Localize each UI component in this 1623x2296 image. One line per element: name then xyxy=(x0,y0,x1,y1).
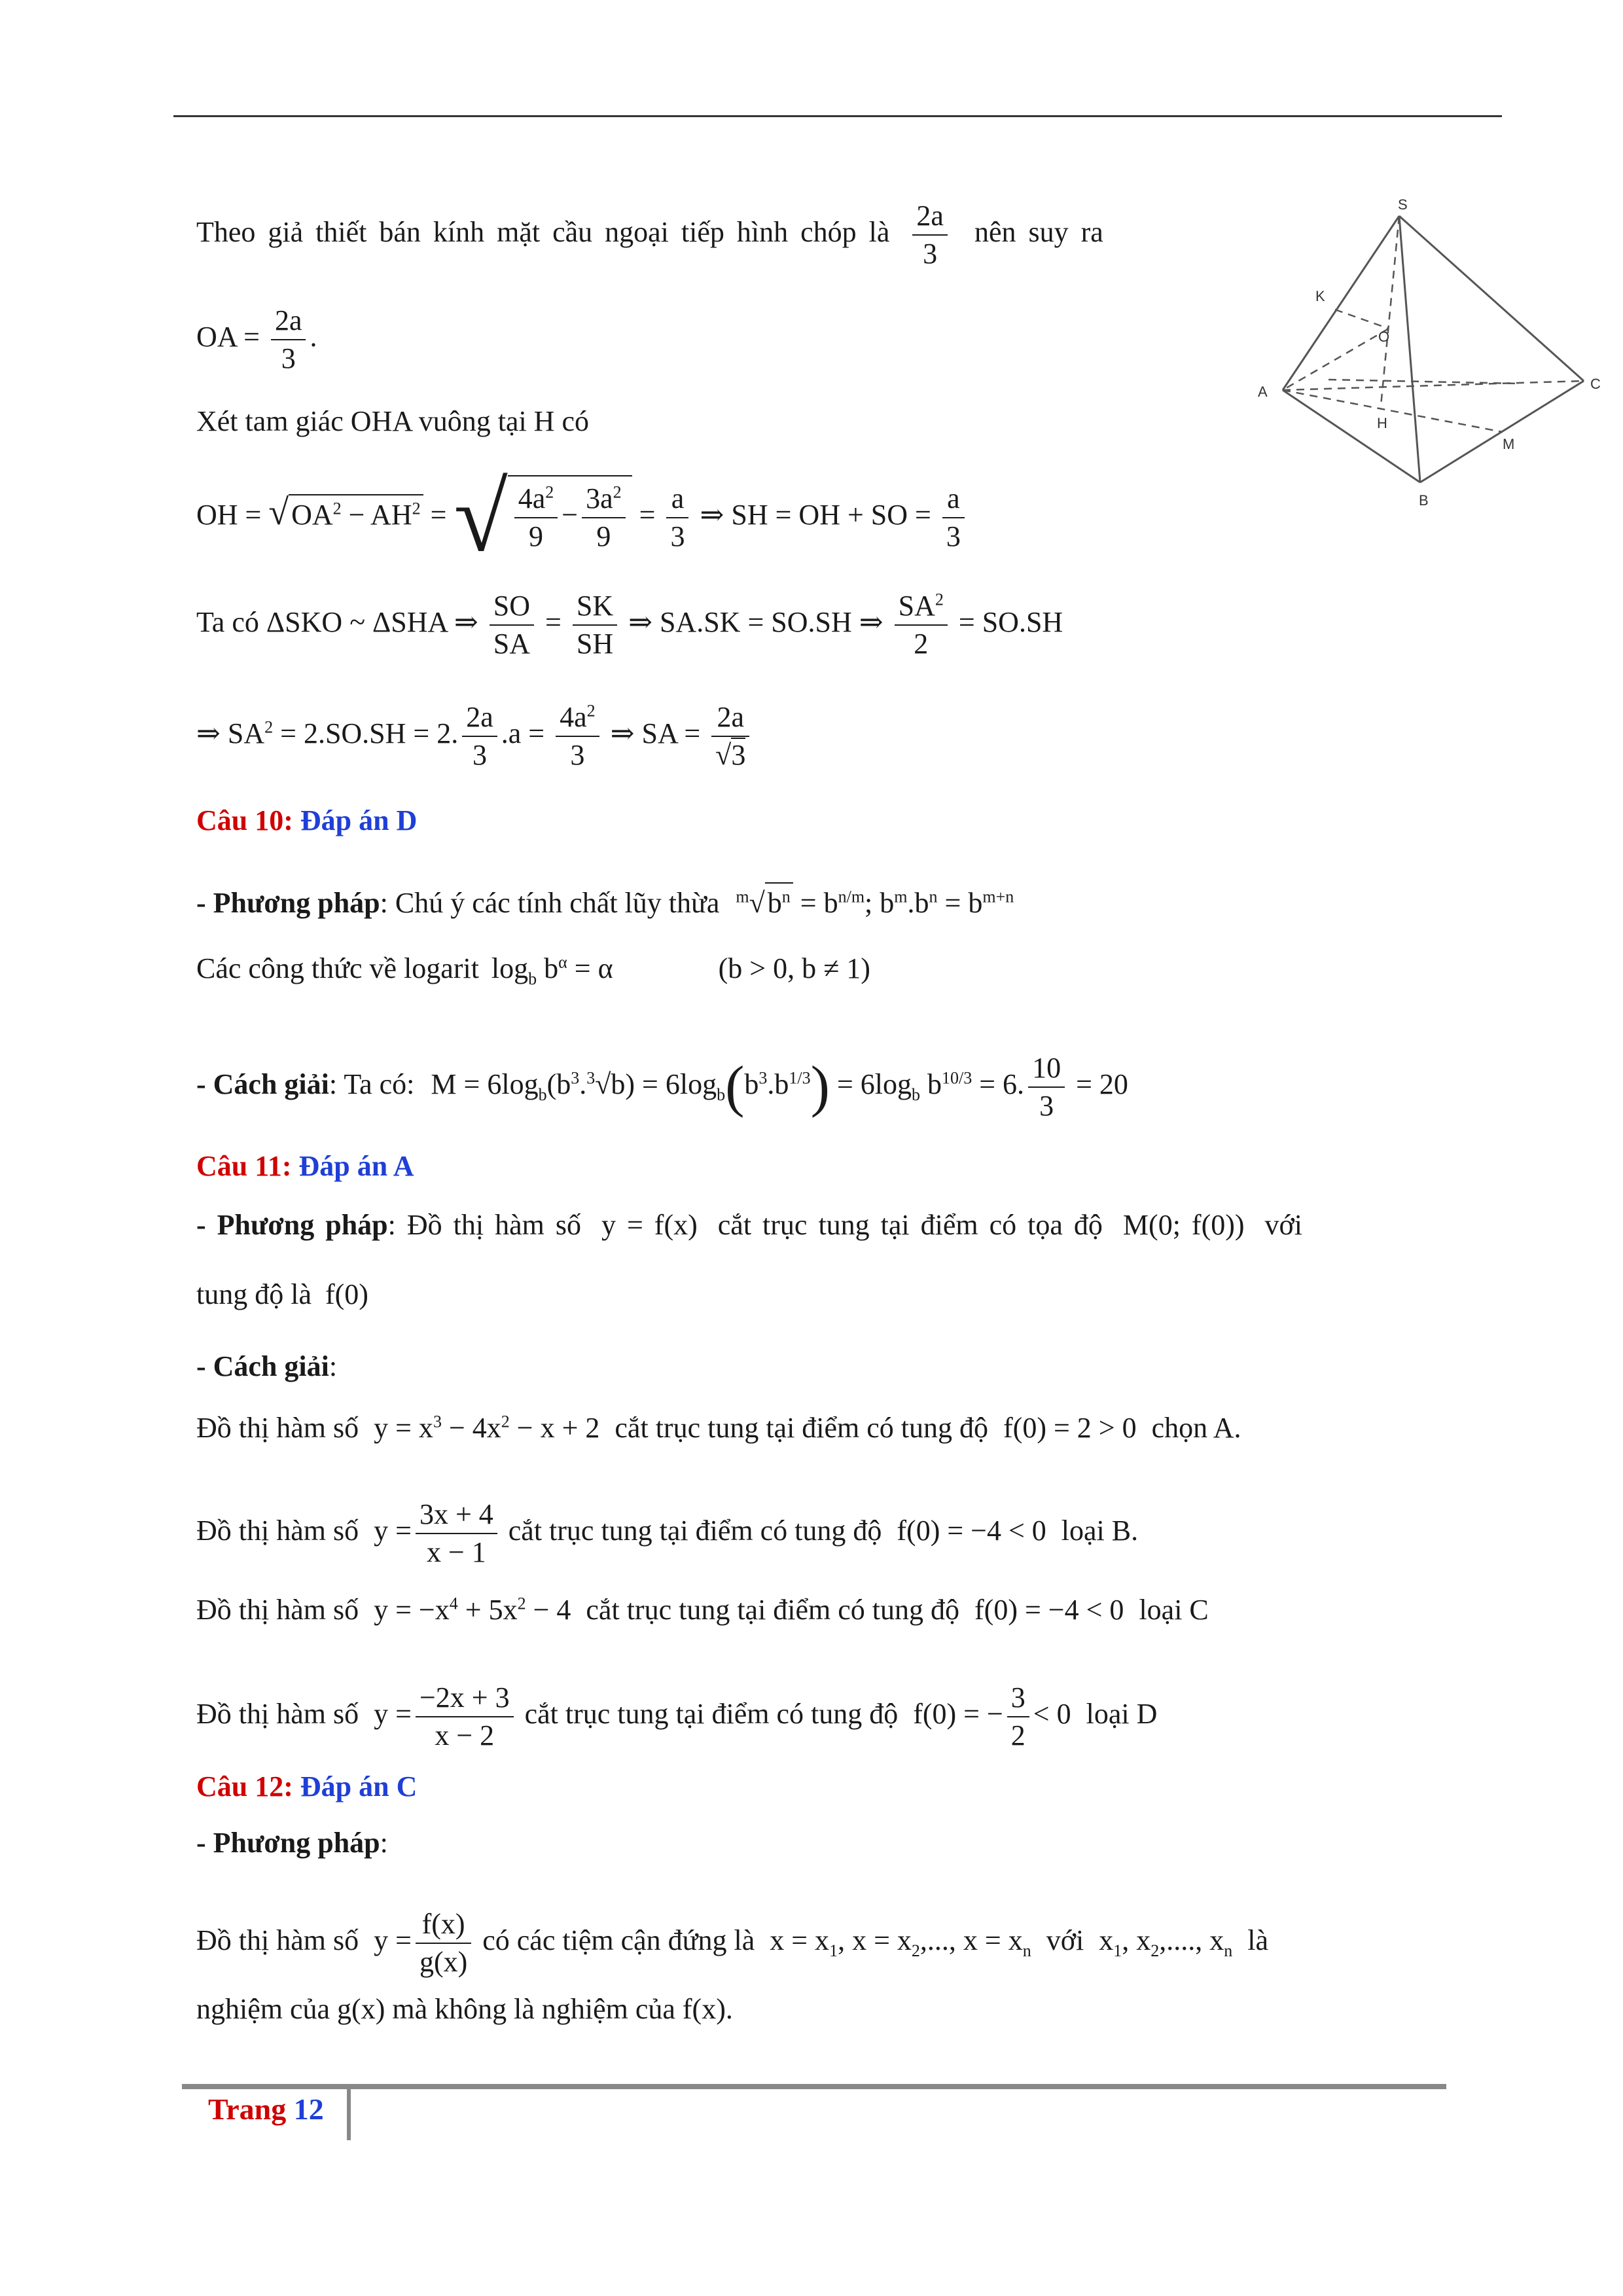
intro-line-oa: OA = $\frac{2a}{3}$ . xyxy=(196,302,317,377)
q11-heading: Câu 11: Đáp án A xyxy=(196,1150,414,1182)
fig-label-b: B xyxy=(1419,492,1429,509)
intro-line-1: Theo giả thiết bán kính mặt cầu ngoại tiếp hình chóp là $\frac{2a}{3}$ nên suy ra xyxy=(196,198,1103,272)
footer-rule xyxy=(182,2084,1446,2089)
q11-option-c: Đồ thị hàm số $y = -x^4 + 5x^2 - 4$ cắt trục tung tại điểm có tung độ f(0) = −4 < 0 loại C xyxy=(196,1594,1209,1626)
q11-option-a: Đồ thị hàm số $y = x^3 - 4x^2 - x + 2$ cắt trục tung tại điểm có tung độ f(0) = 2 > 0 chọn A. xyxy=(196,1412,1241,1444)
pyramid-figure xyxy=(1243,190,1610,511)
fig-label-c: C xyxy=(1590,376,1601,392)
q12-heading: Câu 12: Đáp án C xyxy=(196,1770,418,1803)
q11-option-d: Đồ thị hàm số y = $\frac{-2x + 3}{x - 2}$ cắt trục tung tại điểm có tung độ f(0) = − $\frac{3}{2}$ < 0 loại D xyxy=(196,1679,1157,1754)
q10-method: - Phương pháp: Chú ý các tính chất lũy thừa $^m√b^n = b^{n/m}$; $b^m.b^n = b^{m+n}$ xyxy=(196,882,1014,923)
page-number: Trang 12 xyxy=(208,2092,324,2126)
fig-label-k: K xyxy=(1315,288,1325,304)
fig-label-s: S xyxy=(1398,196,1408,213)
footer-separator xyxy=(347,2088,351,2140)
fig-label-o: O xyxy=(1378,329,1390,345)
q11-option-b: Đồ thị hàm số y = $\frac{3x + 4}{x - 1}$ cắt trục tung tại điểm có tung độ f(0) = −4 < 0 loại B. xyxy=(196,1496,1138,1571)
q12-method-label: - Phương pháp: xyxy=(196,1827,388,1859)
intro-line-similar: Ta có ΔSKO ~ ΔSHA ⇒ $\frac{SO}{SA}$ = $\frac{SK}{SH}$ ⇒ SA.SK = SO.SH ⇒ $\frac{SA^2}{2}$ = SO.SH xyxy=(196,588,1063,662)
intro-line-oh: OH = $√OA^2 - AH^2$ = √ $\frac{4a^2}{9}$ − $\frac{3a^2}{9}$ = $\frac{a}{3}$ ⇒ SH = OH + SO = $\frac{a}{3}$ xyxy=(196,475,969,555)
fig-label-h: H xyxy=(1377,415,1387,431)
q10-log-formula: Các công thức về logarit $\log_b b^\alpha = \alpha$ (b > 0, b ≠ 1) xyxy=(196,952,870,988)
header-rule xyxy=(173,115,1502,117)
q11-method: - Phương pháp: Đồ thị hàm số y = f(x) cắt trục tung tại điểm có tọa độ M(0; f(0)) với xyxy=(196,1209,1303,1241)
fig-label-a: A xyxy=(1258,384,1268,400)
q11-solution-label: - Cách giải: xyxy=(196,1350,338,1382)
fig-label-m: M xyxy=(1503,436,1515,452)
q10-solution: - Cách giải: Ta có: $M = 6\log_b(b^3.^3√b) = 6\log_b(b^3.b^{1/3}) = 6\log_b$ $b^{10/3} = 6$. $\frac{10}{3}$ = 20 xyxy=(196,1050,1128,1124)
intro-line-sa: ⇒ $SA^2 = 2.SO.SH = 2$. $\frac{2a}{3}$ .a = $\frac{4a^2}{3}$ ⇒ SA = $\frac{2a}{√3}$ xyxy=(196,699,753,774)
intro-line-oha: Xét tam giác OHA vuông tại H có xyxy=(196,405,589,437)
q10-heading: Câu 10: Đáp án D xyxy=(196,804,418,836)
q12-asymptote-line: Đồ thị hàm số y = $\frac{f(x)}{g(x)}$ có các tiệm cận đứng là $x = x_1$, $x = x_2$,..., $x = x_n$ với $x_1$, $x_2$,...., $x_n$ là xyxy=(196,1906,1268,1981)
q11-method-line2: tung độ là f(0) xyxy=(196,1278,368,1310)
q12-last-line: nghiệm của g(x) mà không là nghiệm của f(x). xyxy=(196,1993,733,2025)
